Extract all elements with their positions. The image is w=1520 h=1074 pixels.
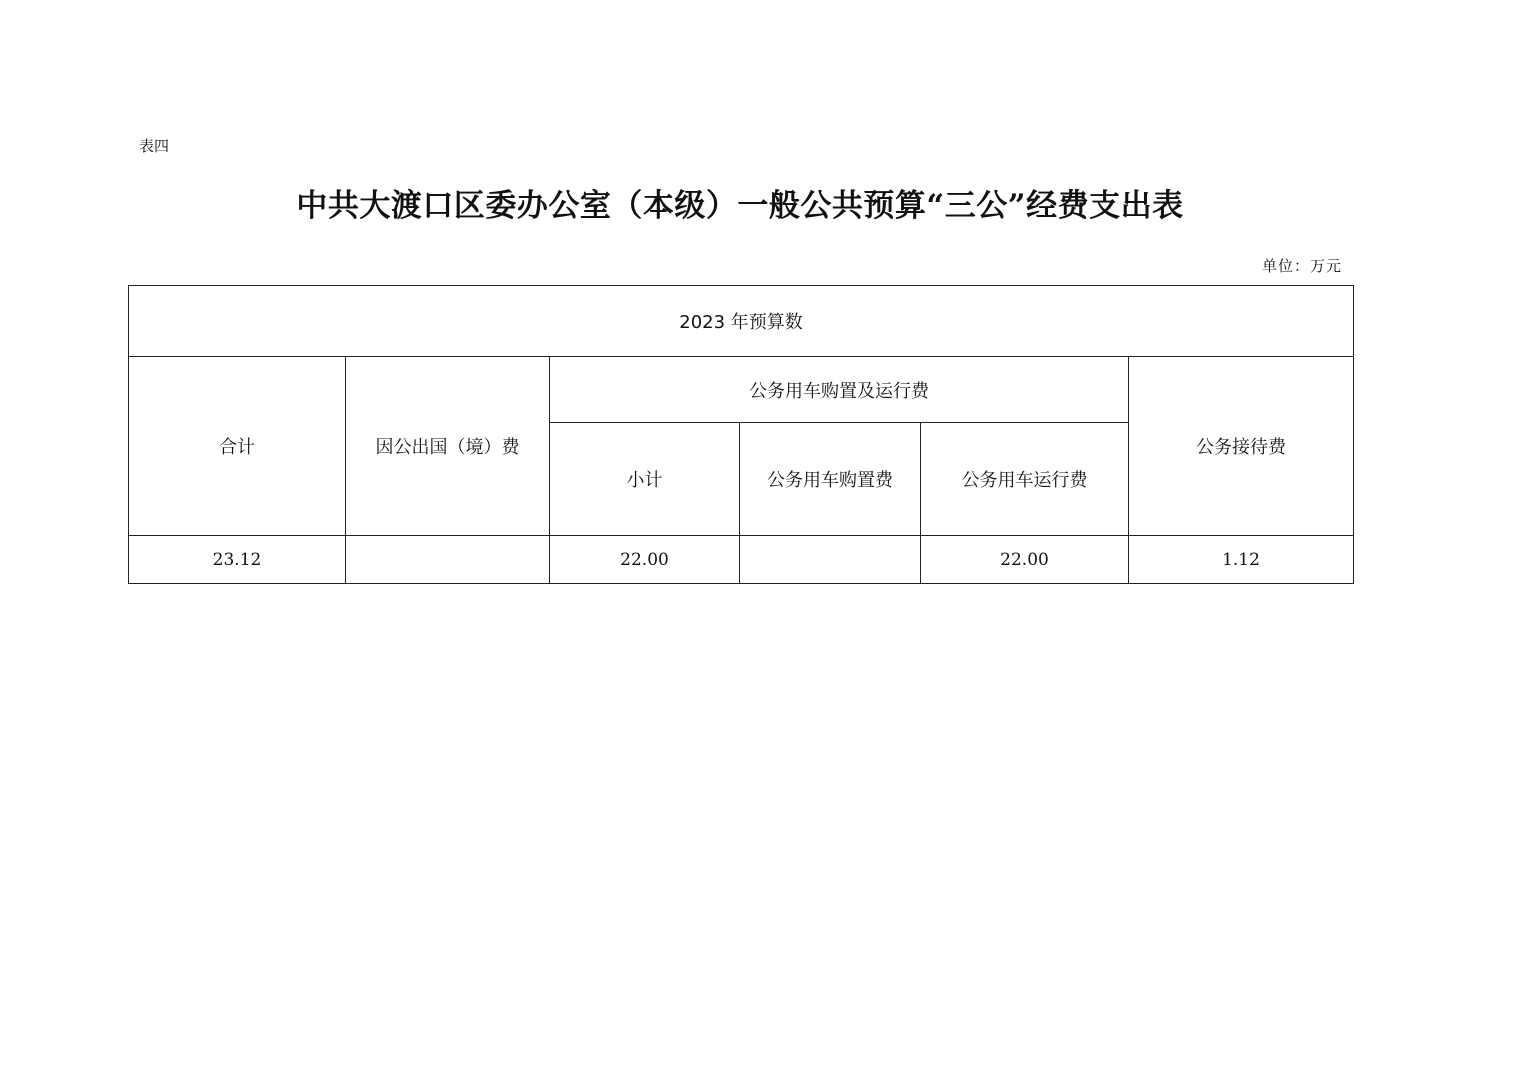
header-row-year	[129, 286, 1354, 357]
header-reception: 公务接待费	[1129, 357, 1354, 536]
header-overseas: 因公出国（境）费	[346, 357, 550, 536]
cell-vehicle-operation: 22.00	[921, 536, 1129, 584]
header-row-categories	[129, 357, 1354, 423]
table-number-label: 表四	[139, 137, 170, 155]
cell-reception: 1.12	[1129, 536, 1354, 584]
header-vehicle-purchase: 公务用车购置费	[740, 423, 921, 536]
document-title: 中共大渡口区委办公室（本级）一般公共预算“三公”经费支出表	[296, 188, 1184, 224]
header-vehicle-operation: 公务用车运行费	[921, 423, 1129, 536]
header-total: 合计	[129, 357, 346, 536]
unit-label: 单位：万元	[1261, 257, 1342, 275]
header-vehicle-group: 公务用车购置及运行费	[550, 357, 1129, 423]
header-budget-year: 2023 年预算数	[129, 286, 1354, 357]
cell-total: 23.12	[129, 536, 346, 584]
cell-overseas	[346, 536, 550, 584]
three-public-expenses-table	[128, 285, 1354, 584]
cell-vehicle-purchase	[740, 536, 921, 584]
cell-vehicle-subtotal: 22.00	[550, 536, 740, 584]
table-row	[129, 536, 1354, 584]
header-vehicle-subtotal: 小计	[550, 423, 740, 536]
